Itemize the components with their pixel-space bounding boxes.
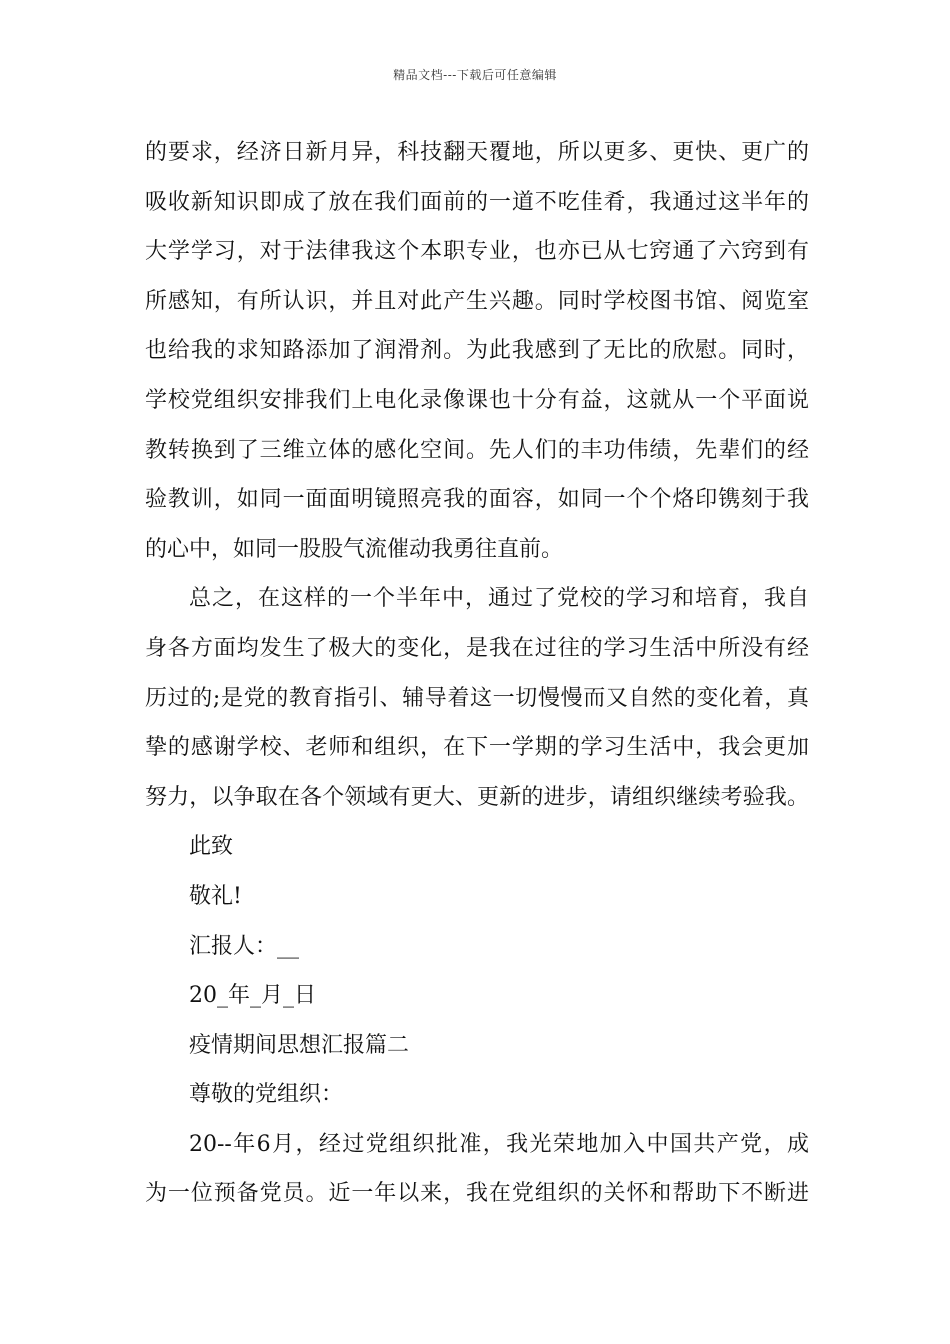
date-line: 20_年_月_日 [189,983,316,1009]
text-line: 历过的;是党的教育指引、辅导着这一切慢慢而又自然的变化着，真 [145,685,809,711]
text-line: 总之，在这样的一个半年中，通过了党校的学习和培育，我自 [189,586,809,612]
text-line: 身各方面均发生了极大的变化，是我在过往的学习生活中所没有经 [145,635,809,661]
text-line: 验教训，如同一面面明镜照亮我的面容，如同一个个烙印镌刻于我 [145,487,809,513]
closing-regards: 敬礼! [189,883,242,909]
text-line: 所感知，有所认识，并且对此产生兴趣。同时学校图书馆、阅览室 [145,288,809,314]
text-line: 大学学习，对于法律我这个本职专业，也亦已从七窍通了六窍到有 [145,239,809,265]
text-line: 努力，以争取在各个领域有更大、更新的进步，请组织继续考验我。 [145,784,809,810]
text-line: 也给我的求知路添加了润滑剂。为此我感到了无比的欣慰。同时， [145,338,809,364]
section-title: 疫情期间思想汇报篇二 [189,1032,410,1058]
text-line: 20--年6月，经过党组织批准，我光荣地加入中国共产党，成 [189,1131,809,1157]
reporter-line: 汇报人：__ [189,933,300,959]
greeting-line: 尊敬的党组织： [189,1082,344,1108]
text-line: 的心中，如同一股股气流催动我勇往直前。 [145,536,564,562]
text-line: 学校党组织安排我们上电化录像课也十分有益，这就从一个平面说 [145,387,809,413]
text-line: 教转换到了三维立体的感化空间。先人们的丰功伟绩，先辈们的经 [145,437,809,463]
page-header: 精品文档---下载后可任意编辑 [393,68,557,82]
text-line: 吸收新知识即成了放在我们面前的一道不吃佳肴，我通过这半年的 [145,189,809,215]
text-line: 为一位预备党员。近一年以来，我在党组织的关怀和帮助下不断进 [145,1181,809,1207]
text-line: 挚的感谢学校、老师和组织，在下一学期的学习生活中，我会更加 [145,735,809,761]
text-line: 的要求，经济日新月异，科技翻天覆地，所以更多、更快、更广的 [145,140,809,165]
document-body [145,128,809,1219]
closing-salutation: 此致 [189,834,234,860]
